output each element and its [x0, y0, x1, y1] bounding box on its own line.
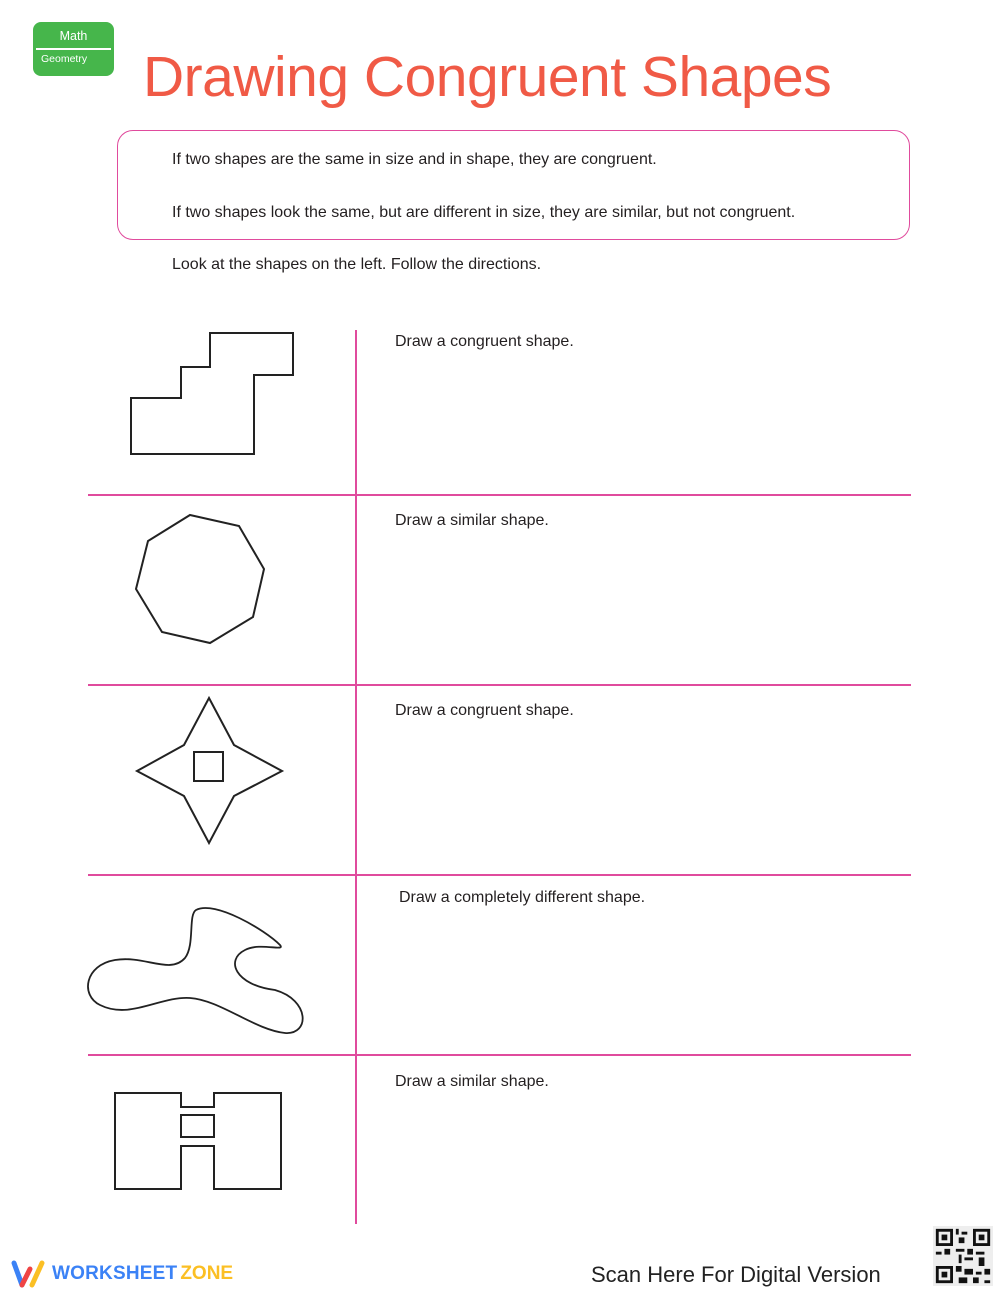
w-logo-icon: [10, 1259, 46, 1289]
drawing-area-1[interactable]: Draw a congruent shape.: [395, 333, 574, 350]
brand-zone: ZONE: [180, 1263, 234, 1284]
brand-worksheet: WORKSHEET: [52, 1263, 178, 1284]
drawing-area-2[interactable]: Draw a similar shape.: [395, 512, 549, 529]
badge-subject: Math: [59, 29, 88, 43]
qr-code-icon[interactable]: [933, 1226, 993, 1286]
worksheetzone-logo[interactable]: [10, 1259, 233, 1289]
definition-similar: If two shapes look the same, but are different in size, they are similar, but not congruent.: [172, 204, 796, 221]
drawing-area-5[interactable]: Draw a similar shape.: [395, 1073, 549, 1090]
drawing-area-3[interactable]: Draw a congruent shape.: [395, 702, 574, 719]
drawing-area-4[interactable]: Draw a completely different shape.: [399, 889, 646, 906]
definition-congruent: If two shapes are the same in size and in shape, they are congruent.: [172, 151, 657, 168]
scan-label: Scan Here For Digital Version: [591, 1262, 881, 1287]
page-title: Drawing Congruent Shapes: [143, 45, 832, 109]
badge-topic: Geometry: [41, 53, 88, 65]
instructions: Look at the shapes on the left. Follow the directions.: [172, 256, 542, 273]
